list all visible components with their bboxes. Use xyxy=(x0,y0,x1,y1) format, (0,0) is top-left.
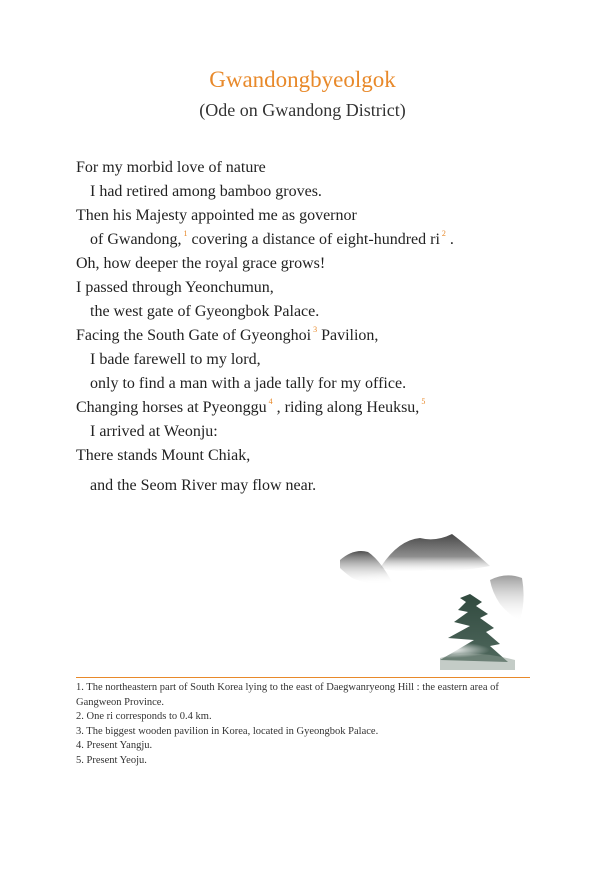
footnote-item: 4. Present Yangju. xyxy=(76,740,153,751)
footnote-marker: 5 xyxy=(421,397,426,406)
poem-text: of Gwandong, xyxy=(90,231,182,248)
footnote-marker: 4 xyxy=(268,397,273,406)
poem-line: For my morbid love of nature xyxy=(76,159,266,176)
poem-line: Then his Majesty appointed me as governor xyxy=(76,207,357,224)
page-subtitle: (Ode on Gwandong District) xyxy=(199,100,406,120)
poem-line: I bade farewell to my lord, xyxy=(90,351,261,368)
footnote-item: 3. The biggest wooden pavilion in Korea, located in Gyeongbok Palace. xyxy=(76,725,379,737)
poem-text: Changing horses at Pyeonggu xyxy=(76,399,267,416)
footnote-marker: 1 xyxy=(183,229,188,238)
poem-line: and the Seom River may flow near. xyxy=(90,477,317,494)
poem-text: covering a distance of eight-hundred ri xyxy=(191,231,440,248)
poem-line: Oh, how deeper the royal grace grows! xyxy=(76,255,326,272)
poem-line: the west gate of Gyeongbok Palace. xyxy=(90,303,320,320)
footnote-item: 2. One ri corresponds to 0.4 km. xyxy=(76,711,212,722)
footnote-divider xyxy=(76,677,530,678)
poem-text: Facing the South Gate of Gyeonghoi xyxy=(76,327,312,344)
footnote-item: 5. Present Yeoju. xyxy=(76,754,147,766)
poem-line xyxy=(76,396,556,420)
poem-body xyxy=(76,156,556,498)
poem-line xyxy=(76,324,556,348)
poem-line xyxy=(76,228,556,252)
footnotes xyxy=(76,681,536,768)
poem-line: I passed through Yeonchumun, xyxy=(76,279,274,296)
poem-line: There stands Mount Chiak, xyxy=(76,447,251,464)
footnote-item: 1. The northeastern part of South Korea lying to the east of Daegwanryeong Hill : the eastern area of Gangweon Province. xyxy=(76,682,499,708)
footnote-marker: 3 xyxy=(313,325,318,334)
page-title: Gwandongbyeolgok xyxy=(209,67,396,92)
footnote-marker: 2 xyxy=(441,229,446,238)
poem-line: I arrived at Weonju: xyxy=(90,423,218,440)
poem-text: Pavilion, xyxy=(321,327,379,344)
poem-text: , riding along Heuksu, xyxy=(276,399,420,416)
poem-line: only to find a man with a jade tally for my office. xyxy=(90,375,407,392)
poem-text: . xyxy=(449,231,454,248)
poem-line: I had retired among bamboo groves. xyxy=(90,183,322,200)
mountain-painting xyxy=(340,520,530,680)
